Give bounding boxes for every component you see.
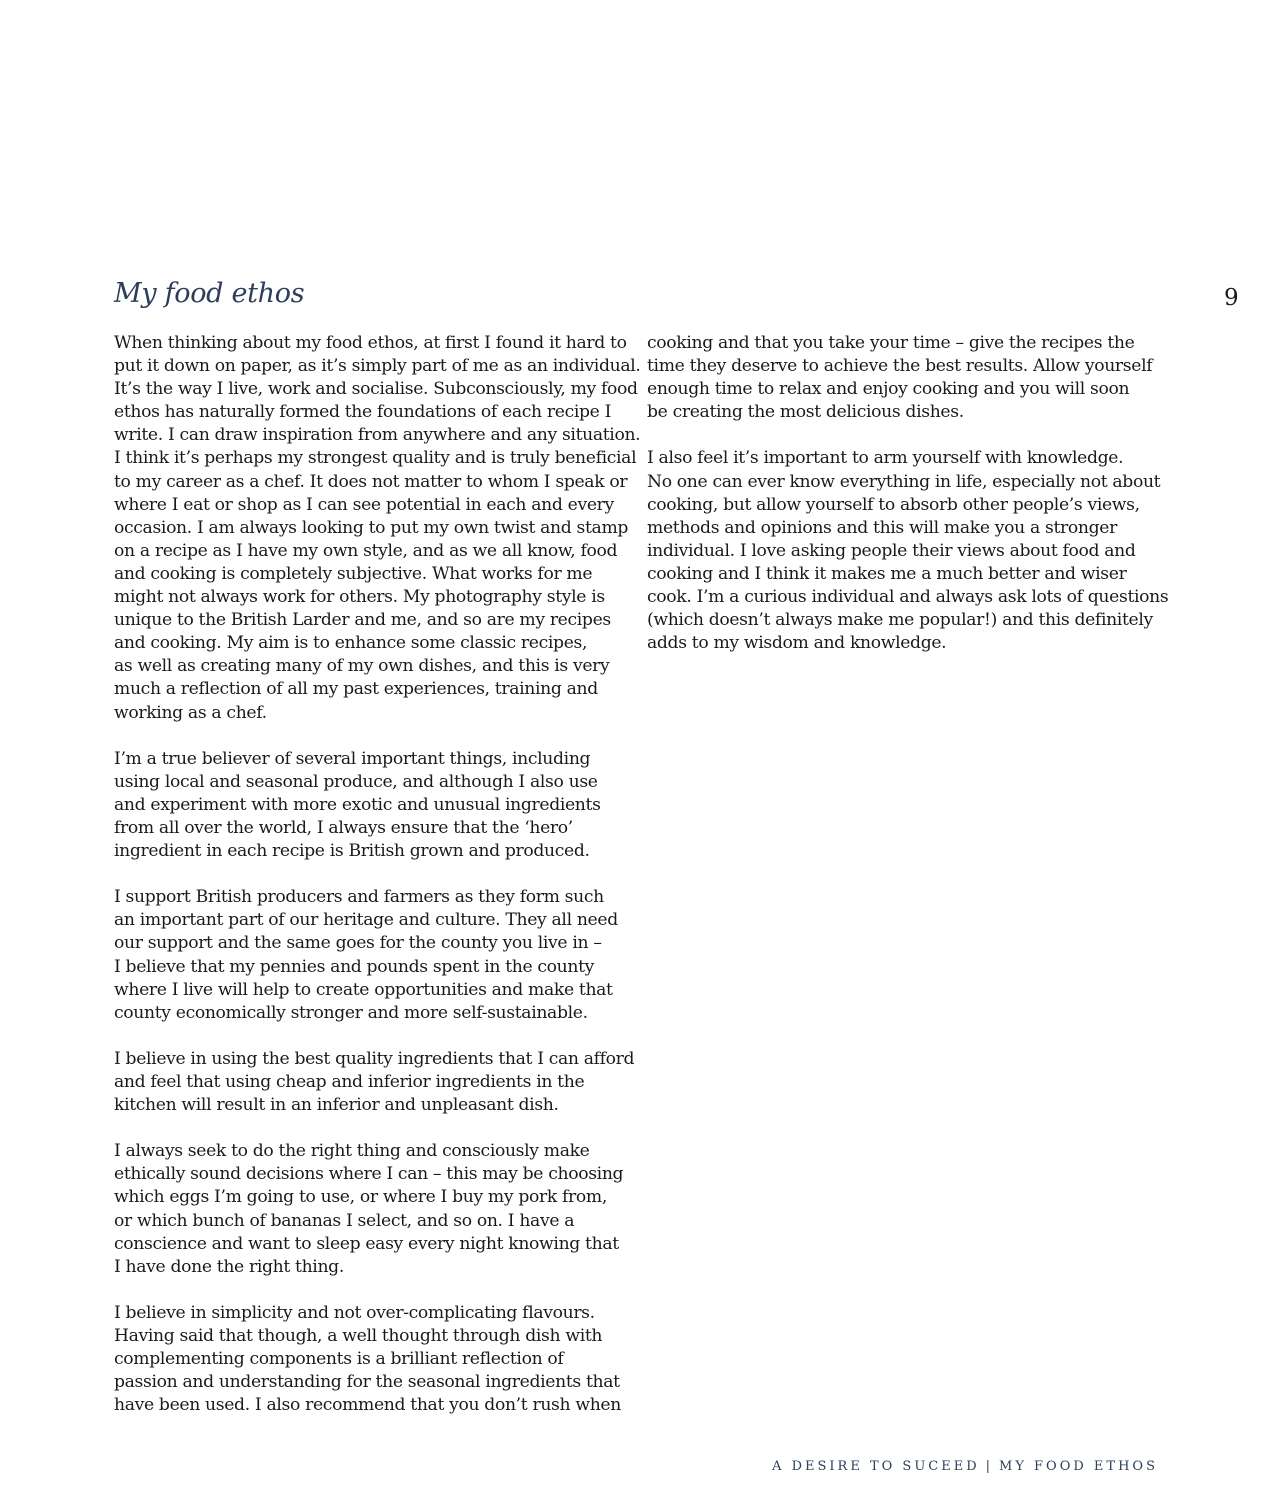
body-text-line: working as a chef.: [114, 702, 267, 723]
body-text-line: (which doesn’t always make me popular!) and this definitely: [647, 610, 1153, 631]
body-text-line: our support and the same goes for the county you live in –: [114, 933, 602, 954]
body-text-line: ingredient in each recipe is British grown and produced.: [114, 841, 590, 862]
body-text-line: Having said that though, a well thought through dish with: [114, 1326, 603, 1347]
body-text-line: I support British producers and farmers as they form such: [114, 887, 604, 908]
paragraph-gap: [114, 725, 629, 748]
body-text-line: complementing components is a brilliant reflection of: [114, 1349, 564, 1370]
body-text-line: unique to the British Larder and me, and so are my recipes: [114, 610, 611, 631]
body-text-line: cooking and that you take your time – give the recipes the: [647, 333, 1135, 353]
body-text-line: methods and opinions and this will make you a stronger: [647, 517, 1117, 538]
body-text-line: and cooking is completely subjective. What works for me: [114, 563, 593, 584]
body-text-line: or which bunch of bananas I select, and so on. I have a: [114, 1210, 575, 1231]
body-text-line: I believe in simplicity and not over-complicating flavours.: [114, 1302, 595, 1323]
text-column-right: [647, 332, 1167, 655]
body-text-line: county economically stronger and more self-sustainable.: [114, 1002, 588, 1023]
page-title: My food ethos: [114, 278, 305, 309]
body-text-line: as well as creating many of my own dishes, and this is very: [114, 656, 610, 677]
body-text-line: might not always work for others. My photography style is: [114, 587, 605, 608]
text-column-left: [114, 332, 641, 1417]
body-text-line: be creating the most delicious dishes.: [647, 402, 964, 423]
paragraph-gap: [114, 863, 629, 886]
body-text-line: I have done the right thing.: [114, 1256, 344, 1277]
body-text-line: to my career as a chef. It does not matter to whom I speak or: [114, 471, 628, 492]
body-text-line: No one can ever know everything in life, especially not about: [647, 471, 1161, 492]
body-text-line: cook. I’m a curious individual and always ask lots of questions: [647, 587, 1169, 608]
page-number: 9: [1224, 285, 1239, 311]
body-text-line: individual. I love asking people their views about food and: [647, 540, 1136, 561]
body-text-line: and experiment with more exotic and unusual ingredients: [114, 794, 601, 815]
body-text-line: I’m a true believer of several important things, including: [114, 748, 591, 769]
body-text-line: kitchen will result in an inferior and unpleasant dish.: [114, 1095, 559, 1116]
paragraph-gap: [114, 1117, 629, 1140]
body-text-line: and cooking. My aim is to enhance some classic recipes,: [114, 633, 588, 654]
running-footer: [772, 1459, 1158, 1474]
footer-separator: |: [985, 1459, 994, 1474]
body-text-line: ethos has naturally formed the foundations of each recipe I: [114, 402, 612, 423]
body-text-line: using local and seasonal produce, and although I also use: [114, 771, 598, 792]
body-text-line: passion and understanding for the seasonal ingredients that: [114, 1372, 620, 1393]
body-text-line: It’s the way I live, work and socialise. Subconsciously, my food: [114, 379, 638, 400]
body-text-line: write. I can draw inspiration from anywhere and any situation.: [114, 425, 641, 446]
footer-book-title: A DESIRE TO SUCEED: [772, 1459, 980, 1474]
body-text-line: I also feel it’s important to arm yourself with knowledge.: [647, 448, 1124, 469]
body-text-line: I believe in using the best quality ingredients that I can afford: [114, 1048, 635, 1069]
body-text-line: cooking, but allow yourself to absorb other people’s views,: [647, 494, 1140, 515]
body-text-line: an important part of our heritage and culture. They all need: [114, 910, 618, 931]
body-text-line: adds to my wisdom and knowledge.: [647, 633, 947, 654]
body-text-line: conscience and want to sleep easy every night knowing that: [114, 1233, 619, 1254]
body-text-line: enough time to relax and enjoy cooking and you will soon: [647, 379, 1130, 400]
body-text-line: which eggs I’m going to use, or where I buy my pork from,: [114, 1187, 607, 1208]
body-text-line: on a recipe as I have my own style, and as we all know, food: [114, 540, 618, 561]
body-text-line: time they deserve to achieve the best results. Allow yourself: [647, 356, 1153, 377]
body-text-line: where I eat or shop as I can see potential in each and every: [114, 494, 614, 515]
paragraph-gap: [114, 1279, 629, 1302]
body-text-line: ethically sound decisions where I can – this may be choosing: [114, 1164, 624, 1185]
body-text-line: where I live will help to create opportunities and make that: [114, 979, 613, 1000]
body-text-line: occasion. I am always looking to put my own twist and stamp: [114, 517, 629, 538]
body-text-line: I always seek to do the right thing and consciously make: [114, 1141, 590, 1162]
footer-chapter: MY FOOD ETHOS: [999, 1459, 1158, 1474]
body-text-line: cooking and I think it makes me a much better and wiser: [647, 563, 1127, 584]
body-text-line: have been used. I also recommend that you don’t rush when: [114, 1395, 621, 1416]
paragraph-gap: [647, 424, 1167, 447]
body-text-line: from all over the world, I always ensure that the ‘hero’: [114, 817, 573, 838]
body-text-line: I think it’s perhaps my strongest quality and is truly beneficial: [114, 448, 637, 469]
body-text-line: and feel that using cheap and inferior ingredients in the: [114, 1072, 585, 1092]
paragraph-gap: [114, 1025, 629, 1048]
body-text-line: put it down on paper, as it’s simply part of me as an individual.: [114, 356, 641, 377]
body-text-line: I believe that my pennies and pounds spent in the county: [114, 956, 595, 977]
body-text-line: much a reflection of all my past experiences, training and: [114, 679, 598, 700]
body-text-line: When thinking about my food ethos, at first I found it hard to: [114, 333, 627, 353]
